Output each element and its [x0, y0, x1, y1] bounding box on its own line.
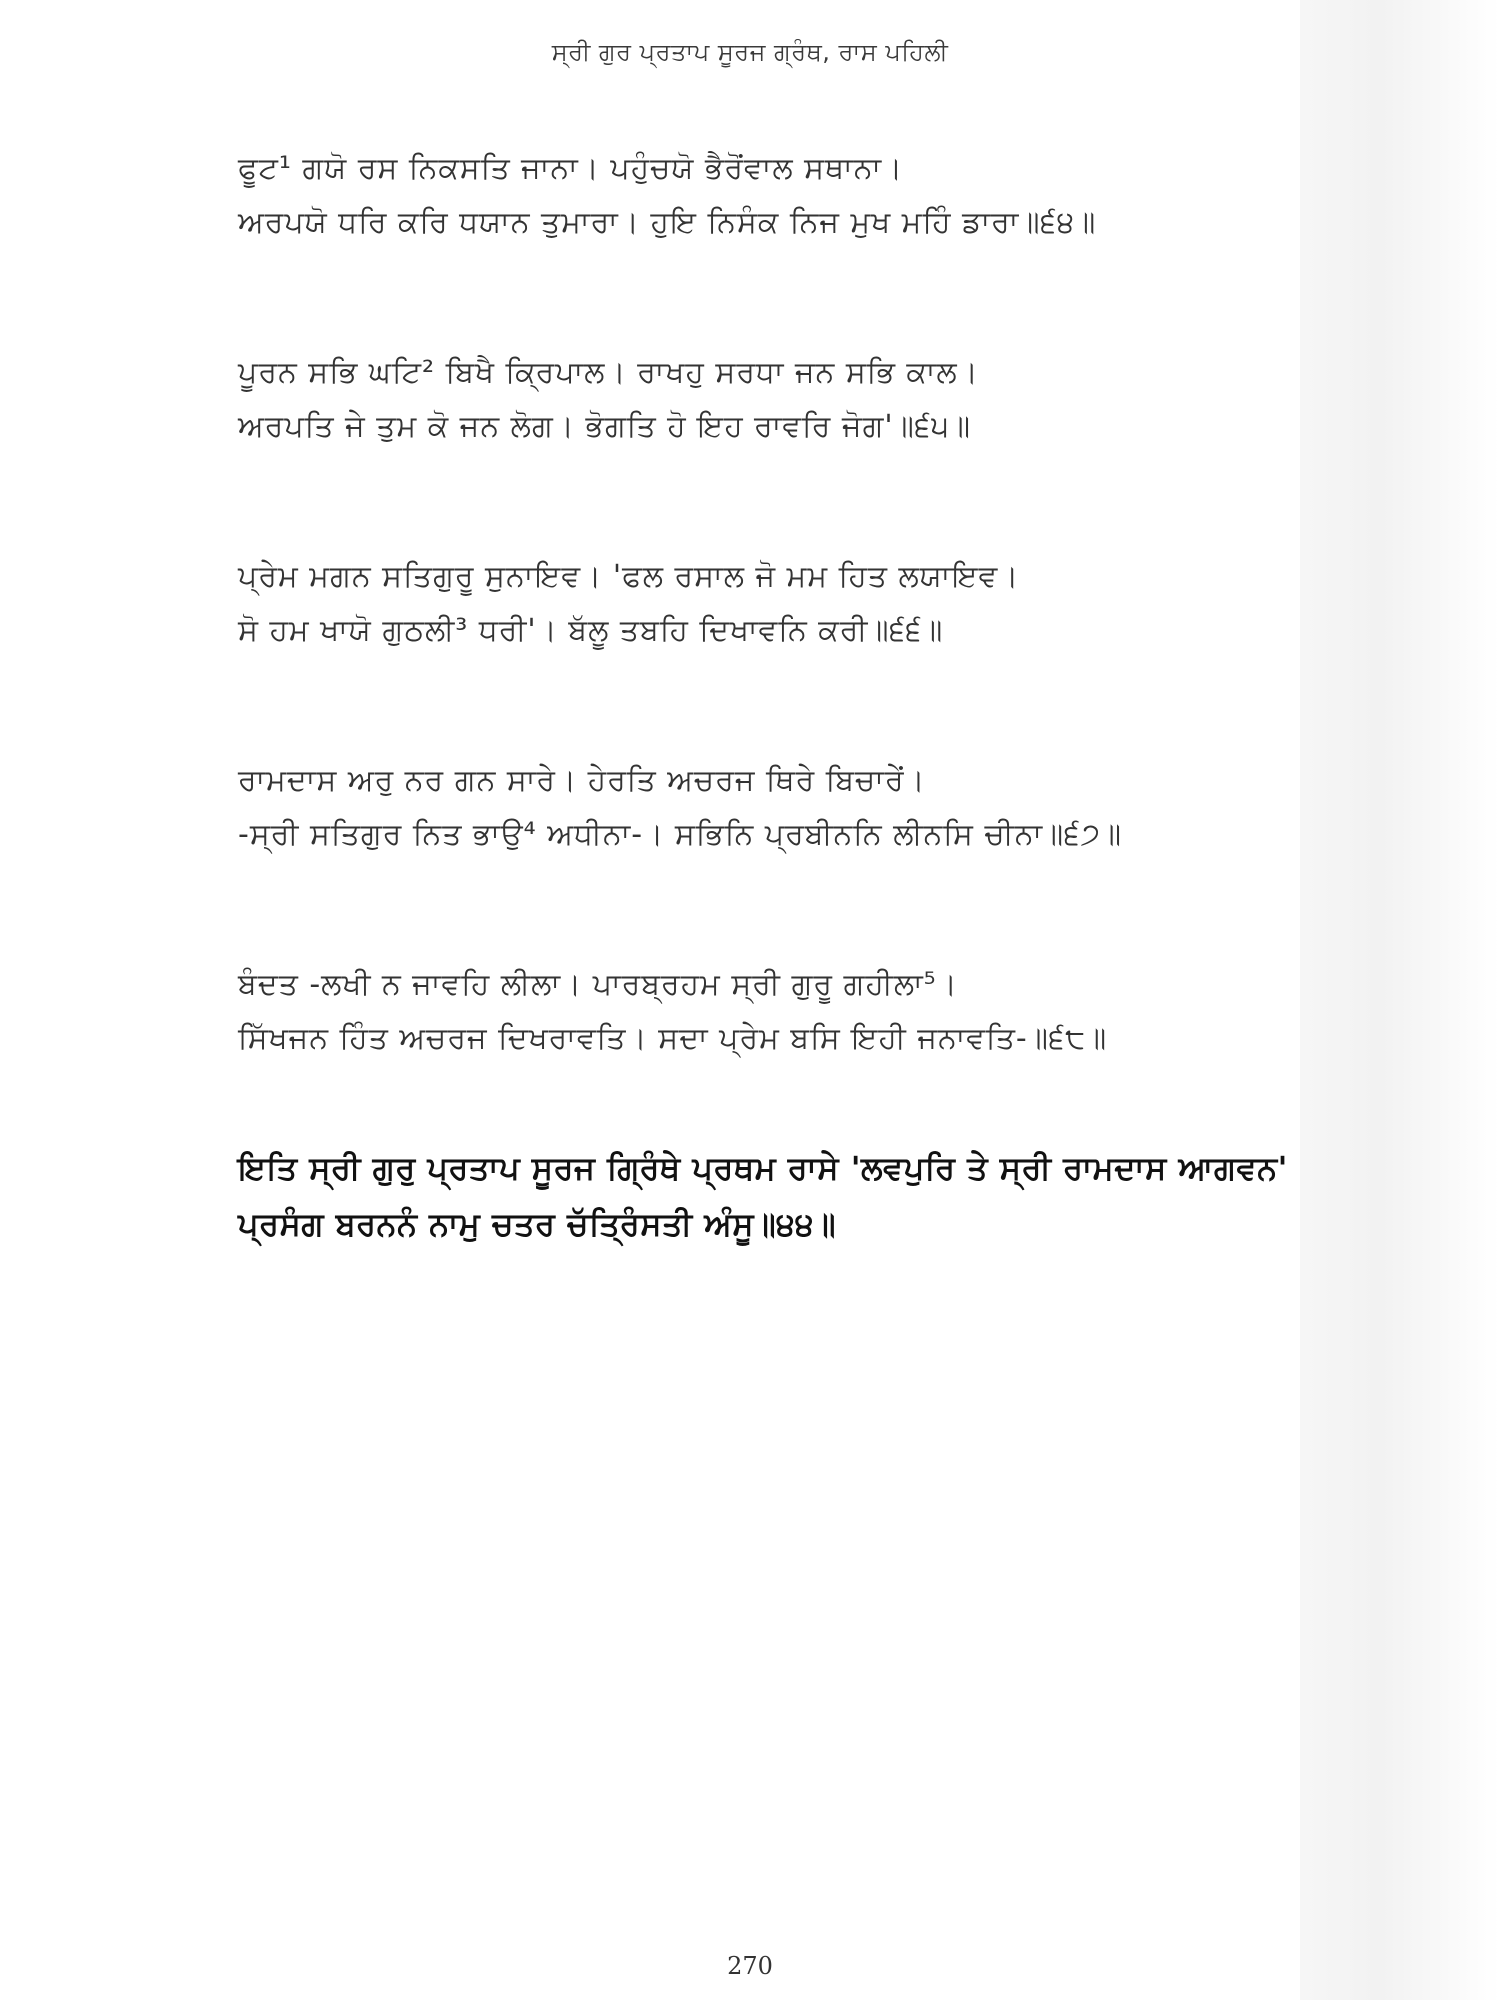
stanza-line: ਅਰਪਤਿ ਜੇ ਤੁਮ ਕੋ ਜਨ ਲੋਗ। ਭੋਗਤਿ ਹੋ ਇਹ ਰਾਵਰਿ ਜੋਗ'॥੬੫॥	[238, 409, 972, 444]
page-number: 270	[727, 1952, 773, 1980]
stanza-line: ਸਿੱਖਜਨ ਹਿੰਤ ਅਚਰਜ ਦਿਖਰਾਵਤਿ। ਸਦਾ ਪ੍ਰੇਮ ਬਸਿ ਇਹੀ ਜਨਾਵਤਿ-॥੬੮॥	[238, 1021, 1108, 1056]
chapter-colophon	[238, 1140, 1298, 1252]
page-edge-shadow	[1300, 0, 1500, 2000]
stanza-65	[238, 346, 1258, 454]
colophon-line: ਇਤਿ ਸ੍ਰੀ ਗੁਰੁ ਪ੍ਰਤਾਪ ਸੂਰਜ ਗ੍ਰਿੰਥੇ ਪ੍ਰਥਮ ਰਾਸੇ 'ਲਵਪੁਰਿ ਤੇ ਸ੍ਰੀ ਰਾਮਦਾਸ ਆਗਵਨ'	[238, 1149, 1288, 1187]
colophon-line: ਪ੍ਰਸੰਗ ਬਰਨਨੰ ਨਾਮੁ ਚਤਰ ਚੱਤ੍ਰਿੰਸਤੀ ਅੰਸੂ॥੪੪॥	[238, 1205, 837, 1243]
stanza-line: ਫੂਟ¹ ਗਯੋ ਰਸ ਨਿਕਸਤਿ ਜਾਨਾ। ਪਹੁੰਚਯੋ ਭੈਰੋਂਵਾਲ ਸਥਾਨਾ।	[238, 151, 904, 186]
stanza-line: ਅਰਪਯੋ ਧਰਿ ਕਰਿ ਧਯਾਨ ਤੁਮਾਰਾ। ਹੁਇ ਨਿਸੰਕ ਨਿਜ ਮੁਖ ਮਹਿੰ ਡਾਰਾ॥੬੪॥	[238, 205, 1097, 240]
stanza-line: ਬੰਦਤ -ਲਖੀ ਨ ਜਾਵਹਿ ਲੀਲਾ। ਪਾਰਬ੍ਰਹਮ ਸ੍ਰੀ ਗੁਰੂ ਗਹੀਲਾ⁵।	[238, 967, 958, 1002]
stanza-66	[238, 550, 1258, 658]
stanza-68	[238, 958, 1258, 1066]
stanza-line: ਸੋ ਹਮ ਖਾਯੋ ਗੁਠਲੀ³ ਧਰੀ'। ਬੱਲੂ ਤਬਹਿ ਦਿਖਾਵਨਿ ਕਰੀ॥੬੬॥	[238, 613, 944, 648]
stanza-line: -ਸ੍ਰੀ ਸਤਿਗੁਰ ਨਿਤ ਭਾਉ⁴ ਅਧੀਨਾ-। ਸਭਿਨਿ ਪ੍ਰਬੀਨਨਿ ਲੀਨਸਿ ਚੀਨਾ॥੬੭॥	[238, 817, 1123, 852]
stanza-line: ਪੂਰਨ ਸਭਿ ਘਟਿ² ਬਿਖੈ ਕ੍ਰਿਪਾਲ। ਰਾਖਹੁ ਸਰਧਾ ਜਨ ਸਭਿ ਕਾਲ।	[238, 355, 979, 390]
stanza-67	[238, 754, 1258, 862]
stanza-64	[238, 142, 1258, 250]
running-head: ਸ੍ਰੀ ਗੁਰ ਪ੍ਰਤਾਪ ਸੂਰਜ ਗ੍ਰੰਥ, ਰਾਸ ਪਹਿਲੀ	[551, 38, 949, 66]
stanza-line: ਪ੍ਰੇਮ ਮਗਨ ਸਤਿਗੁਰੂ ਸੁਨਾਇਵ। 'ਫਲ ਰਸਾਲ ਜੋ ਮਮ ਹਿਤ ਲਯਾਇਵ।	[238, 559, 1020, 594]
stanza-line: ਰਾਮਦਾਸ ਅਰੁ ਨਰ ਗਨ ਸਾਰੇ। ਹੇਰਤਿ ਅਚਰਜ ਥਿਰੇ ਬਿਚਾਰੇਂ।	[238, 763, 926, 798]
